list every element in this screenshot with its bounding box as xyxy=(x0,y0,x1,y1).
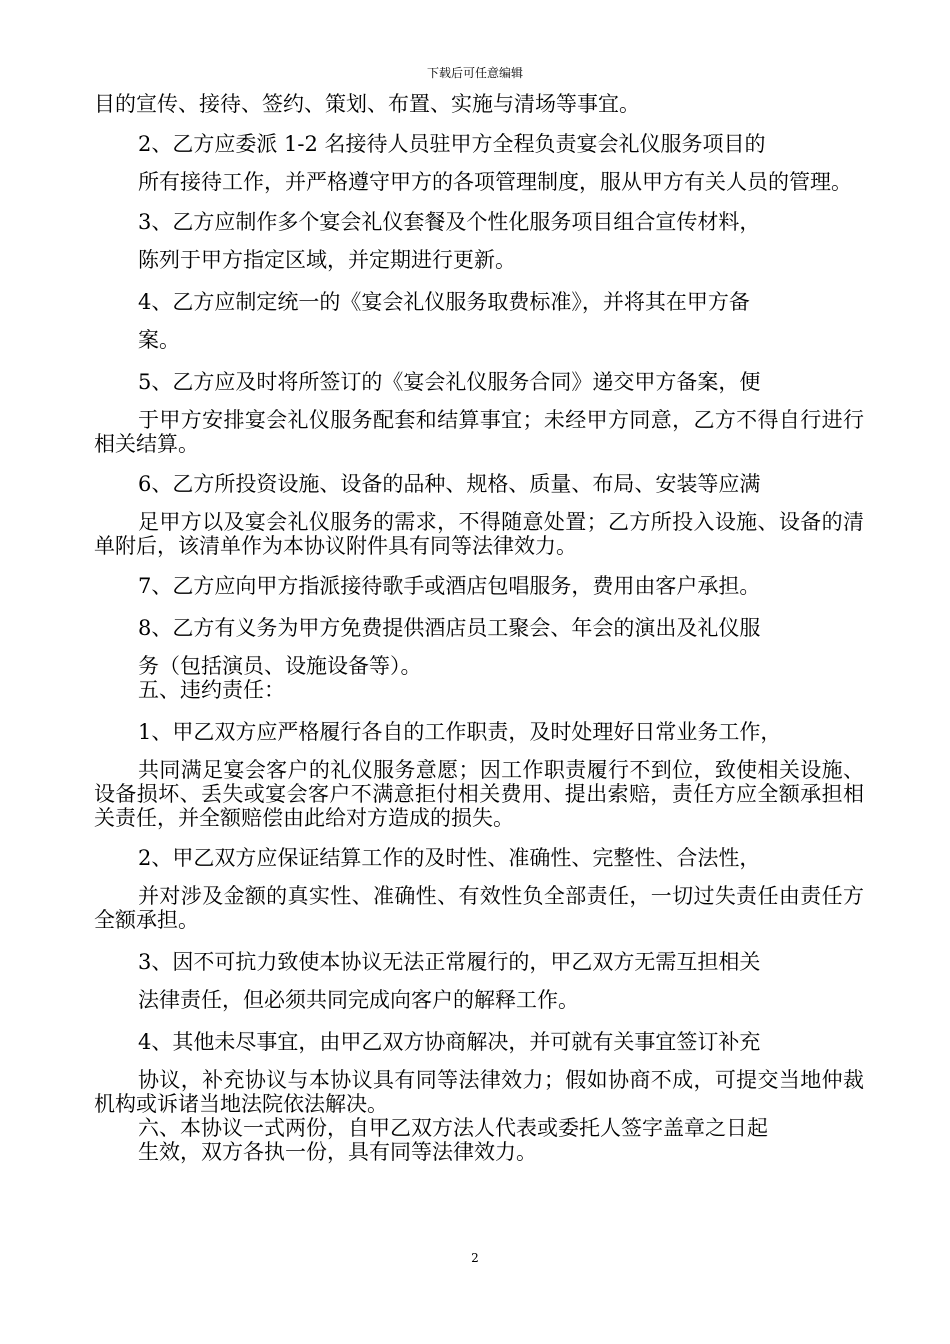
clause-4-7: 7、乙方应向甲方指派接待歌手或酒店包唱服务，费用由客户承担。 xyxy=(138,574,761,598)
clause-5-1: 1、甲乙双方应严格履行各自的工作职责，及时处理好日常业务工作， 共同满足宴会客户的礼仪服务意愿；因工作职责履行不到位，致使相关设施、设备损坏、丢失或宴会客户不满意拒付相关费用、提出索赔，责任方应全额承担相关责任，并全额赔偿由此给对方造成的损失。 xyxy=(94,720,864,830)
clause-4-8: 8、乙方有义务为甲方免费提供酒店员工聚会、年会的演出及礼仪服 务（包括演员、设施设备等）。 xyxy=(138,616,761,678)
paragraph-continuation: 目的宣传、接待、签约、策划、布置、实施与清场等事宜。 xyxy=(94,92,640,116)
clause-4-3: 3、乙方应制作多个宴会礼仪套餐及个性化服务项目组合宣传材料， 陈列于甲方指定区域，并定期进行更新。 xyxy=(138,210,761,272)
clause-4-2: 2、乙方应委派 1-2 名接待人员驻甲方全程负责宴会礼仪服务项目的 所有接待工作，并严格遵守甲方的各项管理制度，服从甲方有关人员的管理。 xyxy=(138,132,852,194)
clause-5-2: 2、甲乙双方应保证结算工作的及时性、准确性、完整性、合法性， 并对涉及金额的真实性、准确性、有效性负全部责任，一切过失责任由责任方全额承担。 xyxy=(94,846,864,932)
clause-4-6: 6、乙方所投资设施、设备的品种、规格、质量、布局、安装等应满 足甲方以及宴会礼仪服务的需求，不得随意处置；乙方所投入设施、设备的清单附后，该清单作为本协议附件具有同等法律效力。 xyxy=(94,472,864,558)
page-number: 2 xyxy=(471,1251,479,1265)
clause-4-5: 5、乙方应及时将所签订的《宴会礼仪服务合同》递交甲方备案，便 于甲方安排宴会礼仪服务配套和结算事宜；未经甲方同意，乙方不得自行进行相关结算。 xyxy=(94,370,864,456)
document-body xyxy=(94,92,864,1164)
section-six: 六、本协议一式两份，自甲乙双方法人代表或委托人签字盖章之日起 生效，双方各执一份，具有同等法律效力。 xyxy=(138,1116,768,1164)
clause-5-4: 4、其他未尽事宜，由甲乙双方协商解决，并可就有关事宜签订补充 协议，补充协议与本协议具有同等法律效力；假如协商不成，可提交当地仲裁机构或诉诸当地法院依法解决。 xyxy=(94,1030,864,1116)
page-header: 下载后可任意编辑 xyxy=(426,66,523,80)
section-heading-breach: 五、违约责任： xyxy=(138,678,285,702)
clause-4-4: 4、乙方应制定统一的《宴会礼仪服务取费标准》，并将其在甲方备 案。 xyxy=(138,290,750,352)
clause-5-3: 3、因不可抗力致使本协议无法正常履行的，甲乙双方无需互担相关 法律责任，但必须共同完成向客户的解释工作。 xyxy=(138,950,761,1012)
